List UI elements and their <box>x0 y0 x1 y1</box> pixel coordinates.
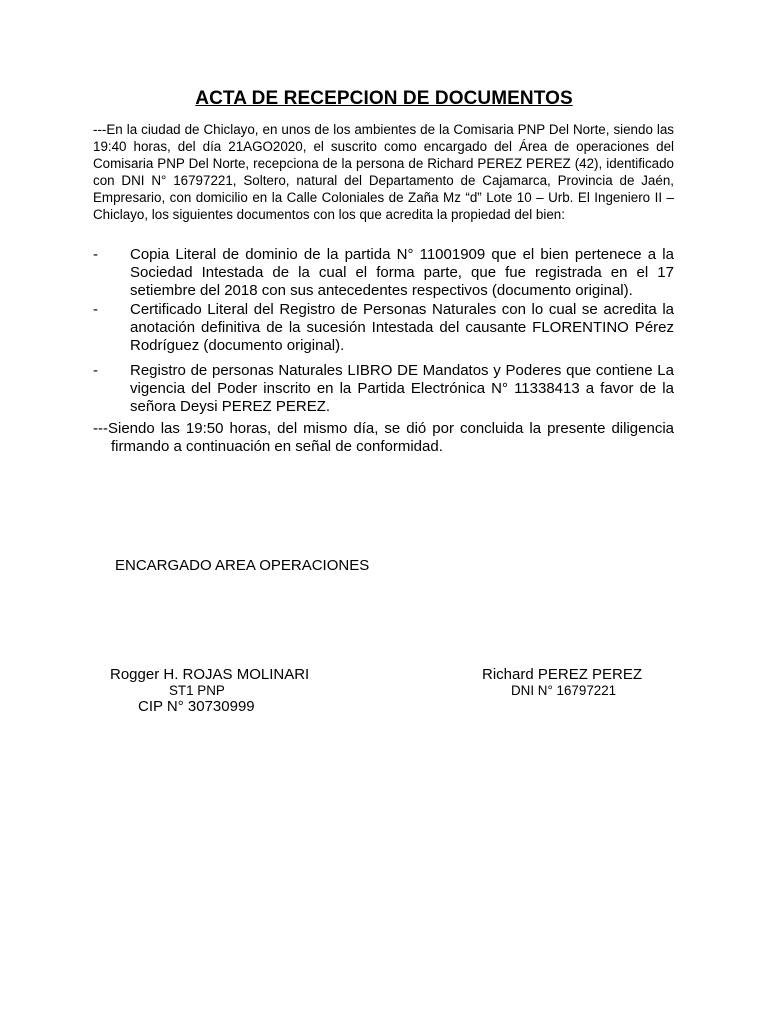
list-item-text: Certificado Literal del Registro de Personas Naturales con lo cual se acredita la anotación definitiva de la sucesión Intestada del causante FLORENTINO Pérez Rodríguez (documento original). <box>130 301 674 354</box>
list-item-text: Copia Literal de dominio de la partida N° 11001909 que el bien pertenece a la Sociedad Intestada de la cual el forma parte, que fue registrada en el 17 setiembre del 2018 con sus antecedentes respectivos (documento original). <box>130 246 674 299</box>
signatory-right-name: Richard PEREZ PEREZ <box>482 666 643 683</box>
signatory-left-cip: CIP N° 30730999 <box>138 698 255 715</box>
intro-paragraph: ---En la ciudad de Chiclayo, en unos de los ambientes de la Comisaria PNP Del Norte, siendo las 19:40 horas, del día 21AGO2020, el suscrito como encargado del Área de operaciones del Comisaria PNP Del Norte, recepciona de la persona de Richard PEREZ PEREZ (42), identificado con DNI N° 16797221, Soltero, natural del Departamento de Cajamarca, Provincia de Jaén, Empresario, con domicilio en la Calle Coloniales de Zaña Mz “d” Lote 10 – Urb. El Ingeniero II – Chiclayo, los siguientes documentos con los que acredita la propiedad del bien: <box>93 122 674 223</box>
list-item-text: Registro de personas Naturales LIBRO DE Mandatos y Poderes que contiene La vigencia del Poder inscrito en la Partida Electrónica N° 11338413 a favor de la señora Deysi PEREZ PEREZ. <box>130 362 674 415</box>
list-bullet: - <box>93 362 98 379</box>
signatory-left-rank: ST1 PNP <box>169 683 225 698</box>
closing-paragraph: ---Siendo las 19:50 horas, del mismo día, se dió por concluida la presente diligencia firmando a continuación en señal de conformidad. <box>93 420 674 455</box>
document-title: ACTA DE RECEPCION DE DOCUMENTOS <box>195 88 573 109</box>
list-bullet: - <box>93 301 98 318</box>
role-label: ENCARGADO AREA OPERACIONES <box>115 557 370 574</box>
signatory-right-dni: DNI N° 16797221 <box>511 683 617 698</box>
signatory-left-name: Rogger H. ROJAS MOLINARI <box>110 666 310 683</box>
list-bullet: - <box>93 246 98 263</box>
